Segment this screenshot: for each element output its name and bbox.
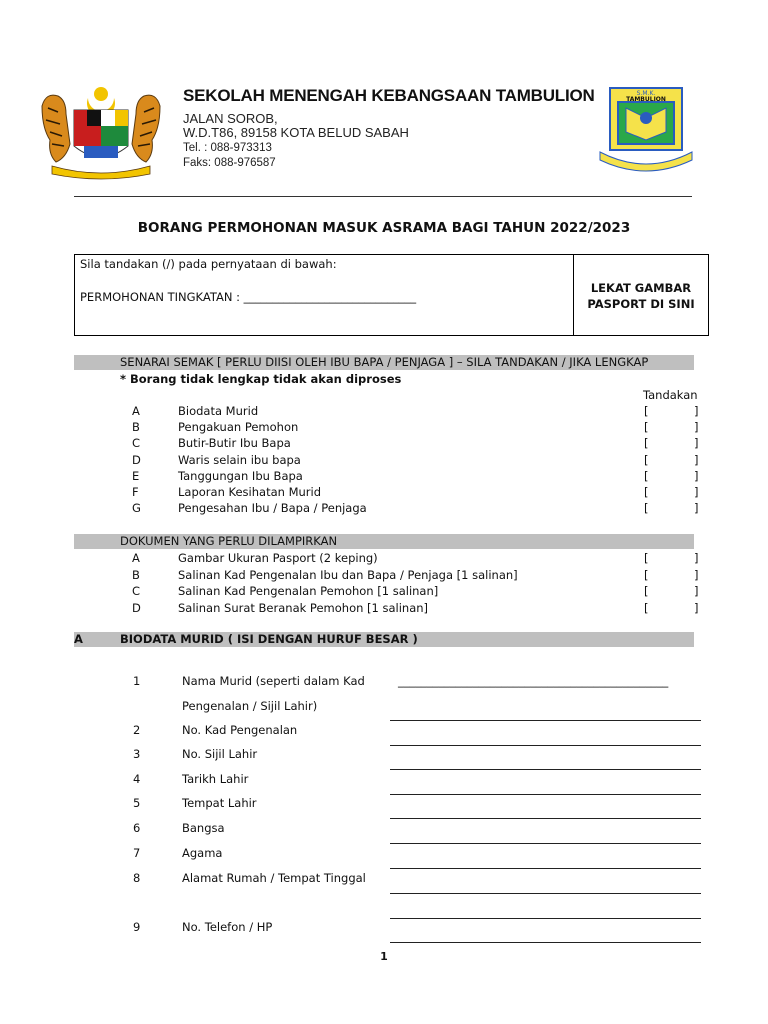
checkbox-open[interactable]: [ <box>644 485 649 499</box>
field-label-religion: Agama <box>182 846 223 860</box>
document-letter: D <box>132 601 141 615</box>
checklist-heading: SENARAI SEMAK [ PERLU DIISI OLEH IBU BAPA / PENJAGA ] – SILA TANDAKAN / JIKA LENGKAP <box>120 355 649 369</box>
page-number: 1 <box>380 950 388 963</box>
checklist-item: Tanggungan Ibu Bapa <box>178 469 303 483</box>
checklist-letter: E <box>132 469 140 483</box>
field-label-ic: No. Kad Pengenalan <box>182 723 298 737</box>
checklist-letter: C <box>132 436 141 450</box>
checkbox-open[interactable]: [ <box>644 469 649 483</box>
field-number: 2 <box>133 723 141 737</box>
checkbox-close[interactable]: ] <box>694 453 699 467</box>
document-item: Salinan Kad Pengenalan Pemohon [1 salinan] <box>178 584 439 598</box>
birth-cert-input-line[interactable] <box>390 769 701 770</box>
address-input-line-1[interactable] <box>390 893 701 894</box>
photo-label-1: LEKAT GAMBAR <box>590 281 692 295</box>
field-label-dob: Tarikh Lahir <box>182 772 249 786</box>
header-divider <box>74 196 692 197</box>
field-number: 9 <box>133 920 141 934</box>
telephone: Tel. : 088-973313 <box>183 142 272 154</box>
field-label-phone: No. Telefon / HP <box>182 920 273 934</box>
religion-input-line[interactable] <box>390 868 701 869</box>
checklist-letter: D <box>132 453 141 467</box>
checkbox-close[interactable]: ] <box>694 485 699 499</box>
checkbox-open[interactable]: [ <box>644 551 649 565</box>
checklist-item: Pengakuan Pemohon <box>178 420 299 434</box>
checkbox-open[interactable]: [ <box>644 584 649 598</box>
checkbox-close[interactable]: ] <box>694 568 699 582</box>
field-number: 6 <box>133 821 141 835</box>
svg-text:S.M.K.: S.M.K. <box>636 90 656 97</box>
address-input-line-2[interactable] <box>390 918 701 919</box>
checkbox-close[interactable]: ] <box>694 501 699 515</box>
document-letter: A <box>132 551 140 565</box>
dob-input-line[interactable] <box>390 794 701 795</box>
photo-divider <box>573 254 574 336</box>
document-letter: C <box>132 584 141 598</box>
checkbox-close[interactable]: ] <box>694 601 699 615</box>
documents-heading: DOKUMEN YANG PERLU DILAMPIRKAN <box>120 534 338 548</box>
checkbox-open[interactable]: [ <box>644 501 649 515</box>
mark-column-header: Tandakan <box>643 388 698 402</box>
field-label-name: Nama Murid (seperti dalam Kad <box>182 674 365 688</box>
checkbox-open[interactable]: [ <box>644 568 649 582</box>
malaysia-coat-of-arms <box>36 84 166 180</box>
checklist-letter: B <box>132 420 140 434</box>
biodata-section-letter: A <box>74 632 83 646</box>
checkbox-open[interactable]: [ <box>644 601 649 615</box>
field-number: 3 <box>133 747 141 761</box>
name-input-line-2[interactable] <box>390 720 701 721</box>
checklist-item: Butir-Butir Ibu Bapa <box>178 436 291 450</box>
checkbox-close[interactable]: ] <box>694 469 699 483</box>
instruction-text: Sila tandakan (/) pada pernyataan di bawah: <box>80 257 337 271</box>
field-number: 8 <box>133 871 141 885</box>
checkbox-close[interactable]: ] <box>694 420 699 434</box>
photo-label-2: PASPORT DI SINI <box>587 297 695 311</box>
checklist-letter: G <box>132 501 141 515</box>
address-line-1: JALAN SOROB, <box>183 111 278 126</box>
document-item: Salinan Kad Pengenalan Ibu dan Bapa / Penjaga [1 salinan] <box>178 568 518 582</box>
ic-input-line[interactable] <box>390 745 701 746</box>
document-letter: B <box>132 568 140 582</box>
form-level-field[interactable]: PERMOHONAN TINGKATAN : ______________________________ <box>80 290 417 304</box>
field-number: 1 <box>133 674 141 688</box>
checkbox-open[interactable]: [ <box>644 436 649 450</box>
checklist-letter: F <box>132 485 139 499</box>
checkbox-open[interactable]: [ <box>644 453 649 467</box>
checklist-item: Pengesahan Ibu / Bapa / Penjaga <box>178 501 367 515</box>
biodata-heading: BIODATA MURID ( ISI DENGAN HURUF BESAR ) <box>120 632 418 646</box>
svg-text:TAMBULION: TAMBULION <box>626 96 666 103</box>
field-number: 5 <box>133 796 141 810</box>
address-line-2: W.D.T86, 89158 KOTA BELUD SABAH <box>183 125 409 140</box>
checkbox-close[interactable]: ] <box>694 436 699 450</box>
name-input-line[interactable]: _______________________________________________ <box>398 674 669 688</box>
checklist-note: * Borang tidak lengkap tidak akan diproses <box>120 372 402 386</box>
checkbox-close[interactable]: ] <box>694 404 699 418</box>
race-input-line[interactable] <box>390 843 701 844</box>
school-name: SEKOLAH MENENGAH KEBANGSAAN TAMBULION <box>183 86 595 105</box>
checklist-item: Biodata Murid <box>178 404 259 418</box>
checklist-letter: A <box>132 404 140 418</box>
form-title: BORANG PERMOHONAN MASUK ASRAMA BAGI TAHUN 2022/2023 <box>137 220 631 236</box>
phone-input-line[interactable] <box>390 942 701 943</box>
field-label-birthplace: Tempat Lahir <box>182 796 257 810</box>
field-label-birth-cert: No. Sijil Lahir <box>182 747 258 761</box>
birthplace-input-line[interactable] <box>390 818 701 819</box>
checkbox-open[interactable]: [ <box>644 420 649 434</box>
field-label-address: Alamat Rumah / Tempat Tinggal <box>182 871 366 885</box>
field-number: 7 <box>133 846 141 860</box>
fax: Faks: 088-976587 <box>183 157 276 169</box>
document-item: Gambar Ukuran Pasport (2 keping) <box>178 551 378 565</box>
checklist-item: Waris selain ibu bapa <box>178 453 301 467</box>
field-label-name-cont: Pengenalan / Sijil Lahir) <box>182 699 318 713</box>
checklist-item: Laporan Kesihatan Murid <box>178 485 322 499</box>
field-number: 4 <box>133 772 141 786</box>
document-item: Salinan Surat Beranak Pemohon [1 salinan] <box>178 601 429 615</box>
field-label-race: Bangsa <box>182 821 225 835</box>
school-logo <box>596 84 696 176</box>
checkbox-close[interactable]: ] <box>694 584 699 598</box>
checkbox-open[interactable]: [ <box>644 404 649 418</box>
checkbox-close[interactable]: ] <box>694 551 699 565</box>
